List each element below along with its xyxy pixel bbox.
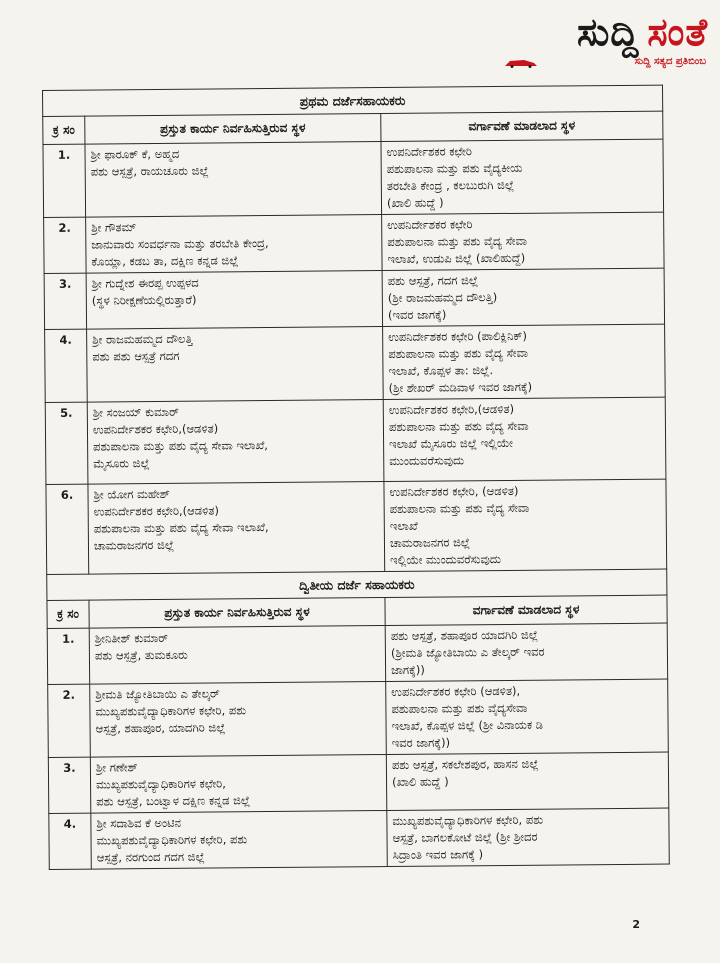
row-number: 1. (43, 144, 86, 217)
logo-word-2: ಸಂತೆ (647, 10, 708, 54)
row-number: 4. (45, 329, 88, 402)
cell-line: ಆಸ್ಪತ್ರೆ, ಬಾಗಲಕೋಟೆ ಜಿಲ್ಲೆ (ಶ್ರೀ ಶ್ರೀದರ (392, 829, 538, 845)
transfer-location-cell (383, 397, 666, 481)
logo-word-1: ಸುದ್ದಿ (577, 10, 640, 54)
transfer-location-cell (382, 212, 664, 270)
row-number: 3. (48, 757, 90, 813)
transfer-location-cell (386, 752, 668, 810)
current-location-cell (86, 215, 382, 274)
transfer-location-cell (384, 479, 667, 571)
logo-tagline: ಸುದ್ದಿ ಸತ್ಯದ ಪ್ರತಿಬಿಂಬ (634, 56, 706, 67)
cell-line: ಸಿದ್ರಾಂತಿ ಇವರ ಜಾಗಕ್ಕೆ ) (392, 847, 484, 862)
cell-line: ಆಸ್ಪತ್ರೆ, ಶಹಾಪೂರ, ಯಾದಗಿರಿ ಜಿಲ್ಲೆ (95, 720, 226, 736)
cell-line: ಜಾನುವಾರು ಸಂವರ್ಧನಾ ಮತ್ತು ತರಬೇತಿ ಕೇಂದ್ರ, (91, 236, 269, 252)
cell-line: ಉಪನಿರ್ದೇಶಕರ ಕಛೇರಿ,(ಆಡಳಿತ) (388, 401, 515, 417)
cell-line: ಪಶುಪಾಲನಾ ಮತ್ತು ಪಶು ವೈದ್ಯ ಸೇವಾ (388, 345, 529, 361)
current-location-cell (89, 626, 385, 685)
cell-line: ಇಲಾಖೆ, ಕೊಪ್ಪಳ ತಾ: ಜಿಲ್ಲೆ. (388, 363, 494, 378)
cell-line: ಇವರ ಜಾಗಕ್ಕೆ)) (391, 735, 451, 750)
cell-line: ಚಾಮರಾಜನಗರ ಜಿಲ್ಲೆ (389, 535, 471, 550)
cell-line: ಜಾಗಕ್ಕೆ)) (391, 662, 425, 677)
cell-line: ಪಶು ಆಸ್ಪತ್ರೆ, ಬಂಟ್ವಾಳ ದಕ್ಷಿಣ ಕನ್ನಡ ಜಿಲ್ಲೆ (96, 793, 251, 809)
table-row (43, 139, 664, 217)
car-icon (504, 58, 538, 68)
cell-line: ಮುಂದುವರೆಸುವುದು (389, 453, 465, 468)
cell-line: ಶ್ರೀ ಯೋಗ ಮಹೇಶ್ (93, 486, 170, 502)
cell-line: (ಖಾಲಿ ಹುದ್ದೆ ) (386, 195, 444, 210)
cell-line: ಶ್ರೀ ಸದಾಶಿವ ಕೆ ಅಂಟಿನ (96, 815, 182, 831)
cell-line: ಪಶು ಆಸ್ಪತ್ರೆ, ಸಕಲೇಶಪುರ, ಹಾಸನ ಜಿಲ್ಲೆ (391, 756, 539, 772)
current-location-cell (87, 400, 384, 485)
row-number: 1. (47, 628, 89, 684)
table-row (44, 212, 664, 273)
cell-line: (ಶ್ರೀ ರಾಜಮಹಮ್ಮದ ದೌಲತ್ತಿ) (387, 290, 498, 305)
current-location-cell (87, 327, 384, 403)
cell-line: ಪಶು ಪಶು ಆಸ್ಪತ್ರೆ ಗದಗ (92, 348, 180, 364)
cell-line: ಪಶು ಆಸ್ಪತ್ರೆ, ರಾಯಚೂರು ಜಿಲ್ಲೆ (90, 163, 209, 179)
cell-line: ಪಶುಪಾಲನಾ ಮತ್ತು ಪಶು ವೈದ್ಯ ಸೇವಾ (387, 233, 528, 249)
cell-line: ಪಶುಪಾಲನಾ ಮತ್ತು ಪಶು ವೈದ್ಯ ಸೇವಾ ಇಲಾಖೆ, (93, 520, 269, 536)
cell-line: ಶ್ರೀ ಗೌತಮ್ (91, 220, 137, 235)
row-number: 2. (44, 217, 86, 273)
table-row (48, 752, 668, 813)
cell-line: (ಇವರ ಜಾಗಕ್ಕೆ) (387, 307, 447, 322)
table-row (45, 324, 666, 402)
table-row (46, 479, 667, 574)
cell-line: ಮುಖ್ಯಪಶುವೈದ್ಯಾಧಿಕಾರಿಗಳ ಕಛೇರಿ, ಪಶು (392, 812, 544, 828)
cell-line: ಕೊಯ್ಲಾ, ಕಡಬ ತಾ, ದಕ್ಷಿಣ ಕನ್ನಡ ಜಿಲ್ಲೆ (91, 253, 239, 269)
cell-line: ಪಶುಪಾಲನಾ ಮತ್ತು ಪಶು ವೈದ್ಯಸೇವಾ (391, 700, 528, 716)
cell-line: ಶ್ರೀ ಫಾರೂಕ್ ಕೆ, ಅಹ್ಮದ (90, 146, 180, 162)
section-title: ಪ್ರಥಮ ದರ್ಜೆಸಹಾಯಕರು (43, 85, 663, 116)
table-row (44, 268, 664, 329)
current-location-cell (85, 142, 382, 218)
column-header-no: ಕ್ರ ಸಂ (43, 116, 85, 144)
transfer-table (42, 85, 670, 870)
row-number: 3. (44, 273, 86, 329)
cell-line: ಚಾಮರಾಜನಗರ ಜಿಲ್ಲೆ (93, 537, 175, 553)
transfer-location-cell (385, 623, 667, 681)
cell-line: ಇಲಾಖೆ, ಉಡುಪಿ ಜಿಲ್ಲೆ (ಖಾಲಿಹುದ್ದೆ) (387, 250, 526, 266)
cell-line: (ಶ್ರೀ ಶೇಖರ್ ಮಡಿವಾಳ ಇವರ ಜಾಗಕ್ಕೆ) (388, 379, 533, 395)
current-location-cell (90, 682, 387, 758)
cell-line: ಶ್ರೀನಿತೀಶ್ ಕುಮಾರ್ (94, 630, 169, 646)
section-title: ದ್ವಿತೀಯ ದರ್ಜೆ ಸಹಾಯಕರು (47, 569, 667, 600)
cell-line: ಶ್ರೀಮತಿ ಜ್ಯೋತಿಬಾಯಿ ಎ ತೇಲ್ಕರ್ (95, 686, 220, 702)
column-header-current: ಪ್ರಸ್ತುತ ಕಾರ್ಯ ನಿರ್ವಹಿಸುತ್ತಿರುವ ಸ್ಥಳ (89, 598, 385, 629)
current-location-cell (86, 271, 382, 330)
cell-line: ಪಶುಪಾಲನಾ ಮತ್ತು ಪಶು ವೈದ್ಯ ಸೇವಾ ಇಲಾಖೆ, (93, 438, 268, 454)
cell-line: ಪಶುಪಾಲನಾ ಮತ್ತು ಪಶು ವೈದ್ಯ ಸೇವಾ (389, 500, 530, 516)
column-header-transfer: ವರ್ಗಾವಣೆ ಮಾಡಲಾದ ಸ್ಥಳ (381, 111, 663, 141)
cell-line: ಪಶುಪಾಲನಾ ಮತ್ತು ಪಶು ವೈದ್ಯಕೀಯ (386, 160, 523, 176)
table-row (48, 679, 669, 757)
cell-line: ಇಲಾಖೆ, ಕೊಪ್ಪಳ ಜಿಲ್ಲೆ (ಶ್ರೀ ವಿನಾಯಕ ಡಿ (391, 717, 544, 733)
transfer-location-cell (382, 268, 664, 326)
cell-line: ಉಪನಿರ್ದೇಶಕರ ಕಛೇರಿ,(ಆಡಳಿತ) (93, 503, 219, 519)
transfer-location-cell (387, 808, 669, 866)
cell-line: ಪಶು ಆಸ್ಪತ್ರೆ, ಶಹಾಪೂರ ಯಾದಗಿರಿ ಜಿಲ್ಲೆ (390, 627, 539, 643)
transfer-location-cell (383, 324, 666, 399)
cell-line: ಪಶು ಆಸ್ಪತ್ರೆ, ತುಮಕೂರು (94, 647, 188, 663)
cell-line: ಶ್ರೀ ಗುದ್ನೇಶ ಈರಪ್ಪ ಉಪ್ಪಳದ (91, 275, 199, 291)
cell-line: ಉಪನಿರ್ದೇಶಕರ ಕಛೇರಿ (ಪಾಲಿಕ್ಲಿನಿಕ್) (388, 328, 527, 344)
document-sheet (42, 85, 669, 910)
logo-wordmark (577, 10, 708, 54)
row-number: 5. (45, 402, 88, 484)
cell-line: ಉಪನಿರ್ದೇಶಕರ ಕಛೇರಿ,(ಆಡಳಿತ) (92, 421, 219, 437)
cell-line: ಪಶುಪಾಲನಾ ಮತ್ತು ಪಶು ವೈದ್ಯ ಸೇವಾ (388, 418, 529, 434)
cell-line: ಉಪನಿರ್ದೇಶಕರ ಕಛೇರಿ, (ಆಡಳಿತ) (389, 483, 519, 499)
brand-logo (498, 10, 708, 72)
cell-line: ಮುಖ್ಯಪಶುವೈದ್ಯಾಧಿಕಾರಿಗಳ ಕಛೇರಿ, ಪಶು (96, 832, 248, 848)
transfer-location-cell (386, 679, 669, 754)
cell-line: ಶ್ರೀ ಸಂಜಯ್ ಕುಮಾರ್ (92, 404, 179, 420)
cell-line: ಇಲಾಖೆ (389, 518, 418, 533)
table-row (45, 397, 666, 484)
cell-line: ಶ್ರೀ ಗಣೇಶ್ (95, 760, 138, 775)
page-number: 2 (632, 918, 640, 931)
row-number: 2. (48, 684, 91, 757)
cell-line: ಶ್ರೀ ರಾಜಮಹಮ್ಮದ ದೌಲತ್ತಿ (92, 331, 193, 347)
cell-line: ಇಲ್ಲಿಯೇ ಮುಂದುವರೆಸುವುದು (390, 552, 502, 567)
cell-line: ತರಬೇತಿ ಕೇಂದ್ರ , ಕಲಬುರುಗಿ ಜಿಲ್ಲೆ (386, 177, 515, 193)
column-header-transfer: ವರ್ಗಾವಣೆ ಮಾಡಲಾದ ಸ್ಥಳ (385, 595, 667, 625)
cell-line: ಉಪನಿರ್ದೇಶಕರ ಕಛೇರಿ (386, 144, 472, 159)
current-location-cell (90, 755, 386, 814)
table-row (47, 623, 667, 684)
current-location-cell (91, 811, 387, 870)
cell-line: (ಖಾಲಿ ಹುದ್ದೆ ) (391, 774, 449, 789)
cell-line: ಮುಖ್ಯಪಶುವೈದ್ಯಾಧಿಕಾರಿಗಳ ಕಛೇರಿ, ಪಶು (95, 703, 247, 719)
cell-line: ಆಸ್ಪತ್ರೆ, ನರಗುಂದ ಗದಗ ಜಿಲ್ಲೆ (96, 849, 205, 865)
cell-line: ಮೈಸೂರು ಜಿಲ್ಲೆ (93, 456, 150, 471)
transfer-location-cell (381, 139, 664, 214)
table-row (49, 808, 669, 869)
cell-line: ಉಪನಿರ್ದೇಶಕರ ಕಛೇರಿ (ಆಡಳಿತ), (391, 683, 521, 699)
column-header-current: ಪ್ರಸ್ತುತ ಕಾರ್ಯ ನಿರ್ವಹಿಸುತ್ತಿರುವ ಸ್ಥಳ (85, 114, 381, 145)
cell-line: (ಸ್ಥಳ ನಿರೀಕ್ಷಣೆಯಲ್ಲಿರುತ್ತಾರೆ) (91, 292, 197, 308)
cell-line: ಮುಖ್ಯಪಶುವೈದ್ಯಾಧಿಕಾರಿಗಳ ಕಛೇರಿ, (96, 776, 226, 792)
cell-line: ಪಶು ಆಸ್ಪತ್ರೆ, ಗದಗ ಜಿಲ್ಲೆ (387, 273, 479, 288)
cell-line: ಉಪನಿರ್ದೇಶಕರ ಕಛೇರಿ (387, 217, 473, 232)
row-number: 4. (49, 813, 91, 869)
row-number: 6. (46, 484, 89, 574)
cell-line: (ಶ್ರೀಮತಿ ಜ್ಯೋತಿಬಾಯಿ ಎ ತೇಲ್ಕರ್ ಇವರ (390, 644, 545, 660)
current-location-cell (88, 482, 385, 575)
cell-line: ಇಲಾಖೆ ಮೈಸೂರು ಜಿಲ್ಲೆ ಇಲ್ಲಿಯೇ (389, 435, 513, 451)
column-header-no: ಕ್ರ ಸಂ (47, 600, 89, 628)
